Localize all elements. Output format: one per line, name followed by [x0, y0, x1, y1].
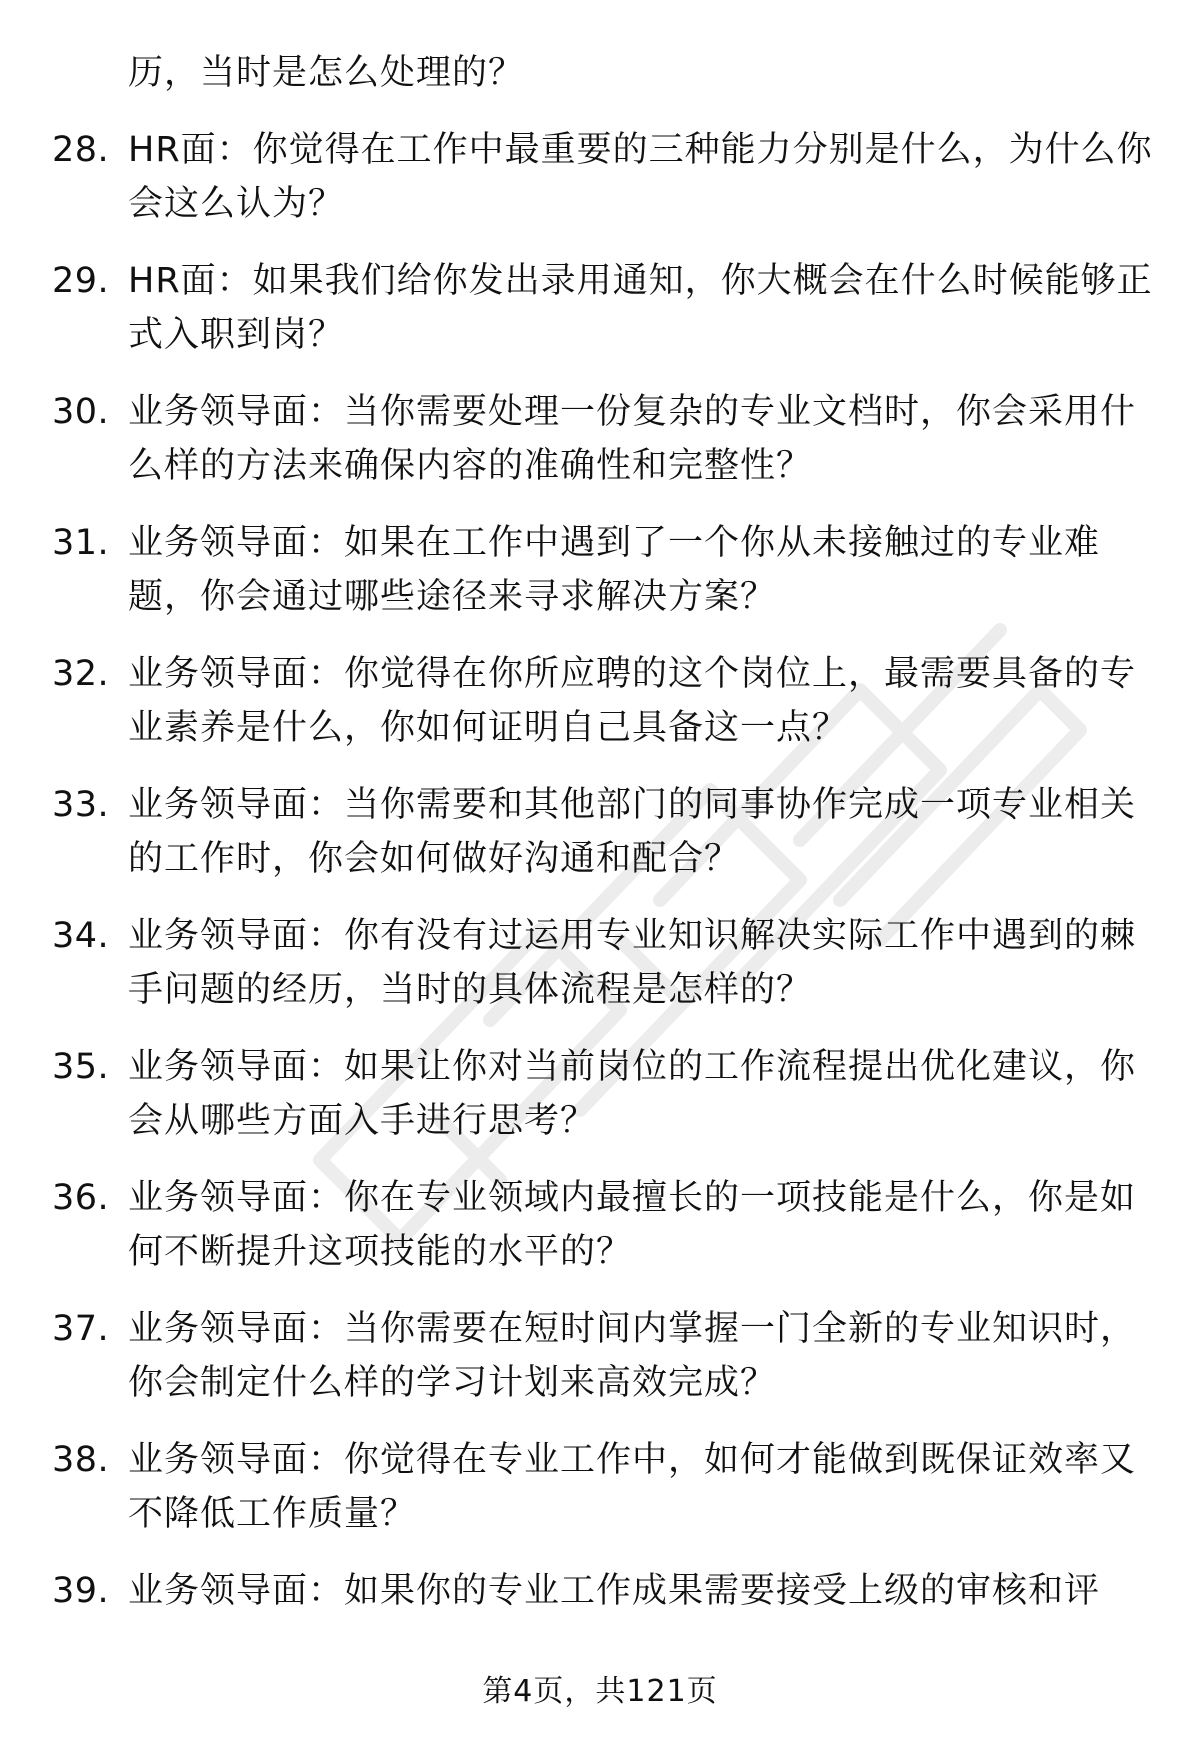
- list-item: [52, 1564, 1162, 1618]
- list-item: [52, 647, 1162, 755]
- list-item: [52, 516, 1162, 624]
- item-text: 业务领导面：如果在工作中遇到了一个你从未接触过的专业难题，你会通过哪些途径来寻求解决方案？: [128, 523, 1101, 617]
- item-number: 31.: [52, 523, 110, 563]
- list-item: [52, 778, 1162, 886]
- item-text: 业务领导面：当你需要处理一份复杂的专业文档时，你会采用什么样的方法来确保内容的准确性和完整性？: [128, 392, 1137, 486]
- question-list: [52, 46, 1162, 1641]
- list-item: [52, 254, 1162, 362]
- item-number: 36.: [52, 1178, 110, 1218]
- item-number: 37.: [52, 1309, 110, 1349]
- item-text: 业务领导面：你在专业领域内最擅长的一项技能是什么，你是如何不断提升这项技能的水平的？: [128, 1178, 1137, 1272]
- item-text: HR面：你觉得在工作中最重要的三种能力分别是什么，为什么你会这么认为？: [128, 130, 1153, 224]
- list-item: [52, 1433, 1162, 1541]
- item-number: 28.: [52, 130, 110, 170]
- list-item: [52, 1171, 1162, 1279]
- continuation-text: 历，当时是怎么处理的？: [128, 53, 525, 93]
- page-number-footer: 第4页，共121页: [482, 1674, 718, 1709]
- list-item: [52, 123, 1162, 231]
- item-text: 业务领导面：当你需要在短时间内掌握一门全新的专业知识时，你会制定什么样的学习计划来高效完成？: [128, 1309, 1137, 1403]
- item-text: 业务领导面：你有没有过运用专业知识解决实际工作中遇到的棘手问题的经历，当时的具体流程是怎样的？: [128, 916, 1137, 1010]
- list-item: [52, 1302, 1162, 1410]
- item-number: 33.: [52, 785, 110, 825]
- item-number: 30.: [52, 392, 110, 432]
- item-number: 34.: [52, 916, 110, 956]
- item-text: 业务领导面：你觉得在专业工作中，如何才能做到既保证效率又不降低工作质量？: [128, 1440, 1137, 1534]
- item-number: 38.: [52, 1440, 110, 1480]
- item-number: 35.: [52, 1047, 110, 1087]
- list-item: [52, 909, 1162, 1017]
- item-number: 29.: [52, 261, 110, 301]
- list-item: [52, 1040, 1162, 1148]
- item-text: 业务领导面：如果让你对当前岗位的工作流程提出优化建议，你会从哪些方面入手进行思考？: [128, 1047, 1137, 1141]
- item-text: 业务领导面：你觉得在你所应聘的这个岗位上，最需要具备的专业素养是什么，你如何证明自己具备这一点？: [128, 654, 1137, 748]
- item-text: HR面：如果我们给你发出录用通知，你大概会在什么时候能够正式入职到岗？: [128, 261, 1153, 355]
- item-number: 32.: [52, 654, 110, 694]
- item-text: 业务领导面：当你需要和其他部门的同事协作完成一项专业相关的工作时，你会如何做好沟通和配合？: [128, 785, 1137, 879]
- item-number: 39.: [52, 1571, 110, 1611]
- item-text: 业务领导面：如果你的专业工作成果需要接受上级的审核和评: [128, 1571, 1101, 1611]
- list-item: [52, 385, 1162, 493]
